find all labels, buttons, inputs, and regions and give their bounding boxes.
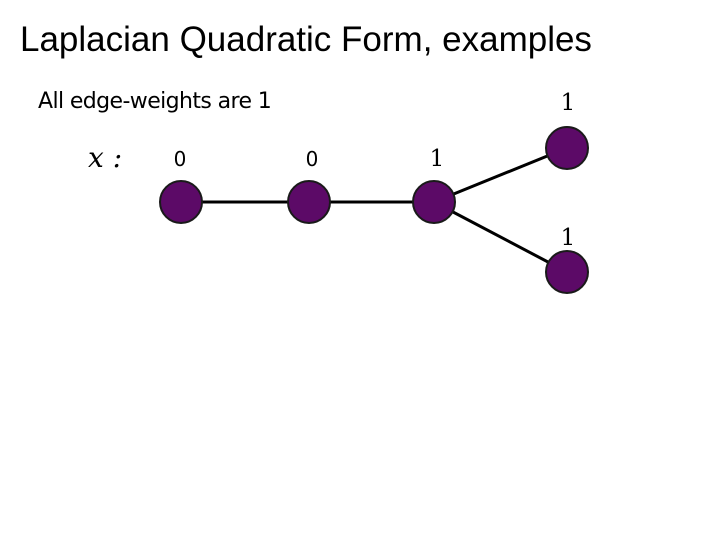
node-value-label-v5: 1 [560, 225, 576, 251]
slide-subtitle: All edge-weights are 1 [38, 89, 272, 114]
slide-title: Laplacian Quadratic Form, examples [20, 20, 592, 59]
node-v3 [413, 181, 455, 223]
nodes-layer [160, 127, 588, 293]
node-value-label-v3: 1 [429, 146, 445, 172]
node-v4 [546, 127, 588, 169]
node-value-label-v2: 0 [305, 147, 319, 171]
vector-label: x : [88, 141, 123, 174]
edges-layer [181, 148, 567, 272]
node-v5 [546, 251, 588, 293]
edge-v3-v5 [434, 202, 567, 272]
node-value-label-v1: 0 [173, 147, 187, 171]
node-value-label-v4: 1 [560, 90, 576, 116]
node-v1 [160, 181, 202, 223]
node-v2 [288, 181, 330, 223]
